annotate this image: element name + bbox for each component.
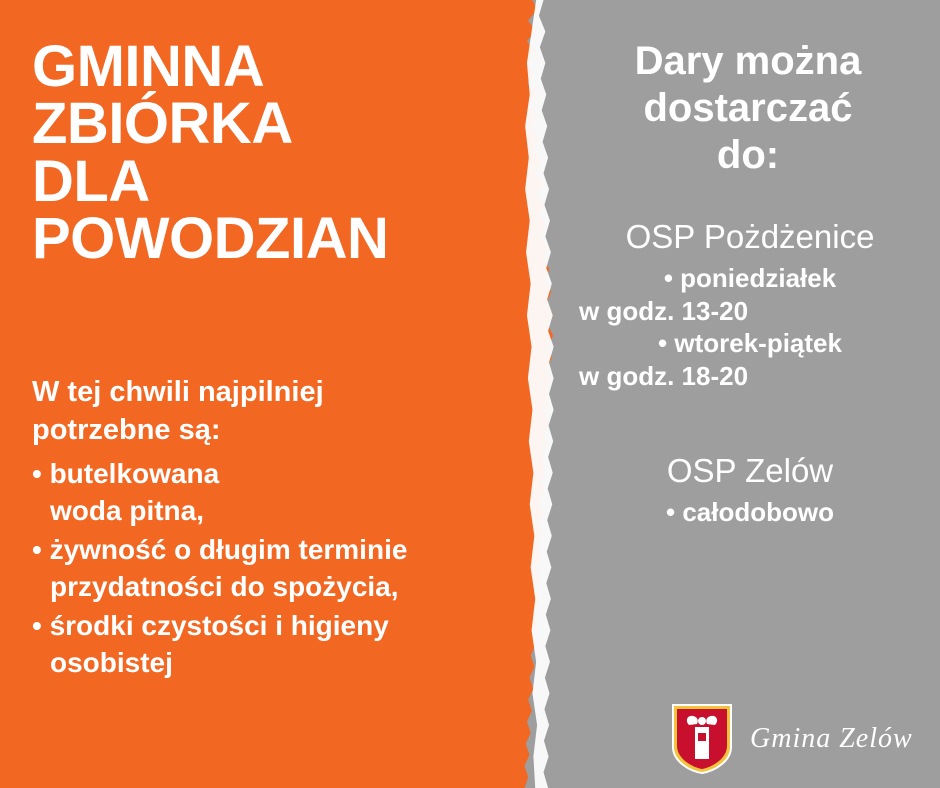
location-hours-line: w godz. 18-20 bbox=[579, 360, 749, 391]
list-item bbox=[32, 532, 592, 606]
brand-label: Gmina Zelów bbox=[750, 723, 913, 754]
headline-line-2: ZBIÓRKA bbox=[32, 91, 293, 157]
list-item-line-1: • żywność o długim terminie bbox=[32, 533, 408, 565]
page-title bbox=[32, 34, 502, 272]
location-hours-line: w godz. 13-20 bbox=[579, 295, 749, 326]
needs-list bbox=[32, 456, 592, 684]
location-name: OSP Pożdżenice bbox=[625, 218, 875, 255]
location-name: OSP Zelów bbox=[666, 452, 834, 489]
location-hours-line: • całodobowo bbox=[666, 497, 834, 527]
dropoff-title-line-1: Dary można bbox=[634, 39, 862, 83]
headline-line-1: GMINNA bbox=[32, 34, 265, 99]
needs-intro-line-1: W tej chwili najpilniej bbox=[32, 376, 324, 408]
list-item-line-1: • środki czystości i higieny bbox=[32, 609, 389, 641]
location-hours-line: • poniedziałek bbox=[663, 263, 837, 293]
list-item-line-2: woda pitna, bbox=[50, 494, 204, 526]
list-item-line-2: osobistej bbox=[50, 646, 173, 678]
list-item-line-2: przydatności do spożycia, bbox=[50, 570, 399, 602]
needs-intro-line-2: potrzebne są: bbox=[32, 413, 221, 446]
headline-line-4: POWODZIAN bbox=[32, 206, 389, 272]
location-block-pozdzenice bbox=[565, 218, 935, 392]
needs-intro bbox=[32, 374, 492, 449]
headline-line-3: DLA bbox=[32, 148, 150, 214]
list-item bbox=[32, 456, 592, 530]
location-block-zelow bbox=[565, 452, 935, 529]
dropoff-title-line-3: do: bbox=[716, 133, 780, 178]
location-hours-line: • wtorek-piątek bbox=[658, 328, 842, 358]
coat-of-arms-icon bbox=[671, 703, 733, 775]
list-item-line-1: • butelkowana bbox=[32, 458, 220, 489]
list-item bbox=[32, 608, 592, 682]
dropoff-title bbox=[568, 38, 928, 180]
dropoff-title-line-2: dostarczać bbox=[643, 86, 853, 131]
